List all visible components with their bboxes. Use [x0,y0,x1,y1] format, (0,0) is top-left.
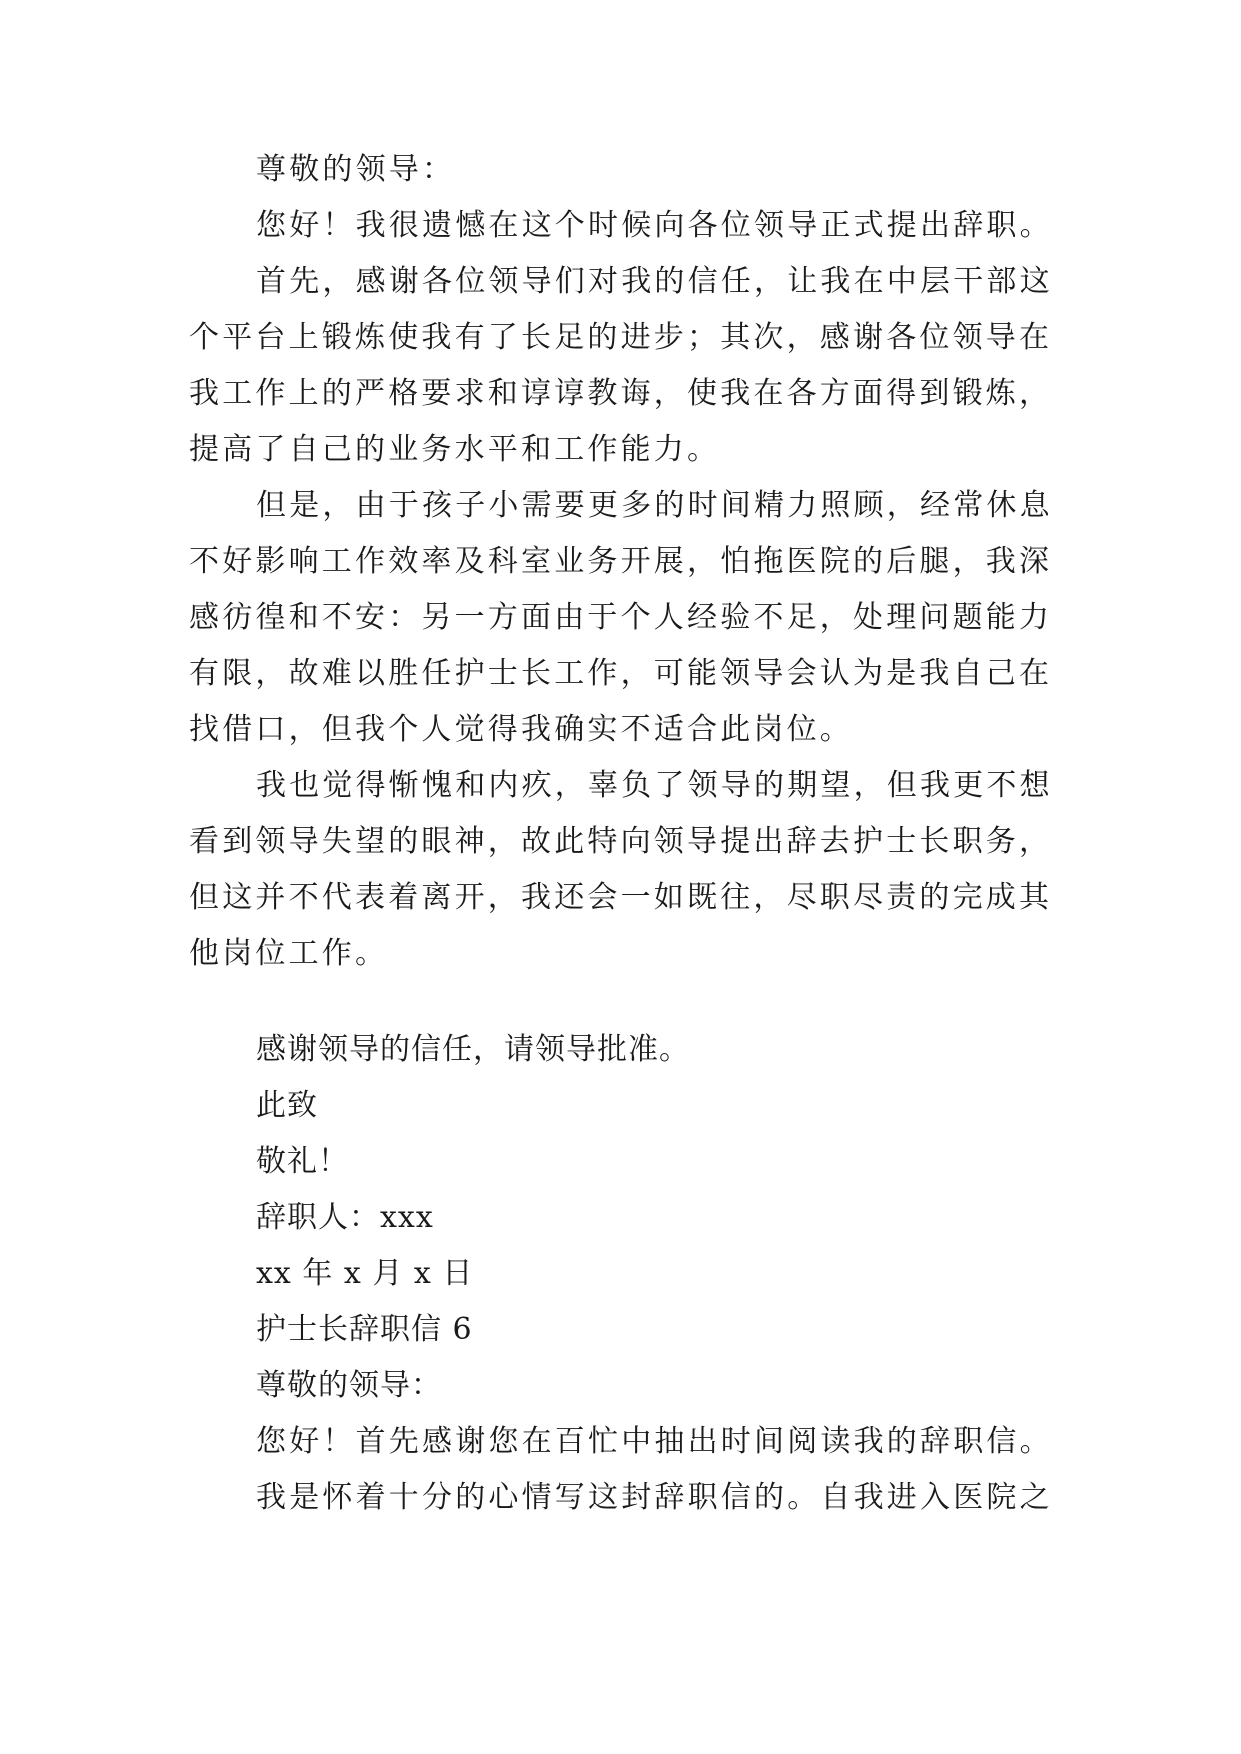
paragraph-line: 我也觉得惭愧和内疚，辜负了领导的期望，但我更不想 [256,768,1053,803]
section-heading: 护士长辞职信 6 [256,1312,473,1347]
paragraph-line: 提高了自己的业务水平和工作能力。 [189,432,721,467]
paragraph-line: 找借口，但我个人觉得我确实不适合此岗位。 [189,712,853,747]
greeting-line: 您好！首先感谢您在百忙中抽出时间阅读我的辞职信。 [256,1424,1053,1459]
paragraph-line: 我工作上的严格要求和谆谆教诲，使我在各方面得到锻炼， [189,376,1053,411]
paragraph-line: 但是，由于孩子小需要更多的时间精力照顾，经常休息 [256,488,1053,523]
salutation: 尊敬的领导： [256,1368,442,1403]
closing-line: 感谢领导的信任，请领导批准。 [256,1032,690,1067]
salutation: 尊敬的领导： [256,152,456,187]
paragraph-line: 感彷徨和不安：另一方面由于个人经验不足，处理问题能力 [189,600,1053,635]
date-line: xx 年 x 月 x 日 [256,1256,474,1291]
paragraph-line: 但这并不代表着离开，我还会一如既往，尽职尽责的完成其 [189,880,1053,915]
paragraph-line: 个平台上锻炼使我有了长足的进步；其次，感谢各位领导在 [189,320,1053,355]
paragraph-line: 首先，感谢各位领导们对我的信任，让我在中层干部这 [256,264,1053,299]
closing-phrase: 此致 [256,1088,318,1123]
paragraph-line: 我是怀着十分的心情写这封辞职信的。自我进入医院之 [256,1480,1053,1515]
paragraph-line: 不好影响工作效率及科室业务开展，怕拖医院的后腿，我深 [189,544,1053,579]
paragraph-line: 他岗位工作。 [189,936,389,971]
paragraph-line: 看到领导失望的眼神，故此特向领导提出辞去护士长职务， [189,824,1053,859]
signature-line: 辞职人：xxx [256,1200,434,1235]
paragraph-line: 有限，故难以胜任护士长工作，可能领导会认为是我自己在 [189,656,1053,691]
greeting-line: 您好！我很遗憾在这个时候向各位领导正式提出辞职。 [256,208,1053,243]
closing-salute: 敬礼！ [256,1144,349,1179]
